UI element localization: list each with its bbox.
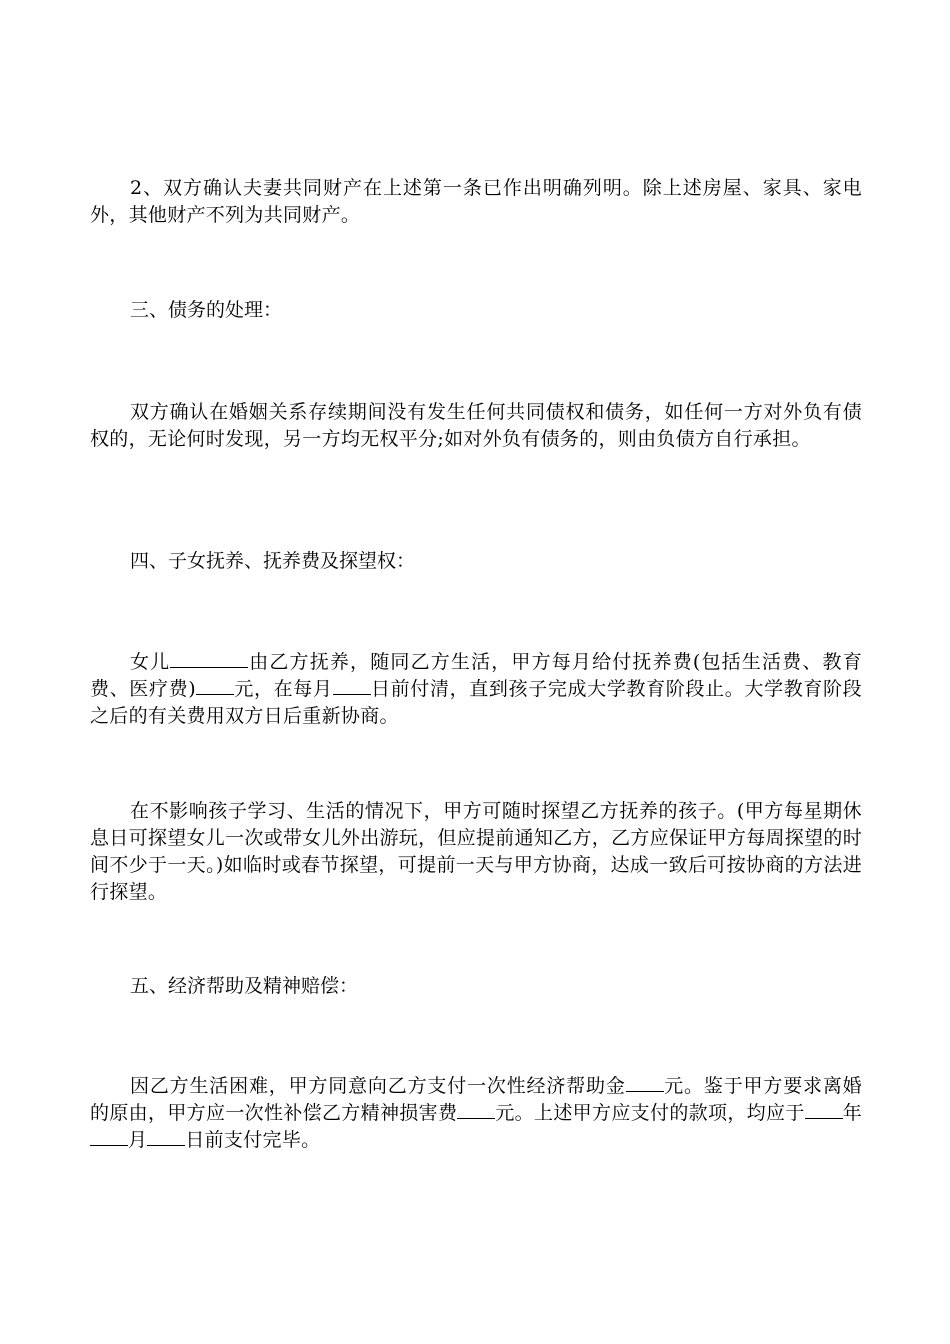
- heading-economic-assistance: 五、经济帮助及精神赔偿：: [130, 975, 359, 997]
- heading-debt-handling: 三、债务的处理：: [130, 299, 283, 321]
- text-segment: 年: [842, 1102, 862, 1124]
- blank-field: [805, 1100, 843, 1119]
- text-segment: 元，在每月: [233, 678, 333, 700]
- paragraph-joint-property: 2、双方确认夫妻共同财产在上述第一条已作出明确列明。除上述房屋、家具、家电外，其他财产不列为共同财产。: [90, 177, 862, 226]
- text-segment: 女儿: [130, 651, 171, 673]
- text-segment: 日前付清，直到孩子完成大学教育阶段止。大学教育阶段之后的有关费用双方日后重新协商。: [90, 678, 862, 727]
- blank-field: [147, 1127, 185, 1146]
- blank-field: [457, 1100, 495, 1119]
- paragraph-child-support: [90, 649, 862, 730]
- blank-field: [626, 1073, 664, 1092]
- blank-field: [196, 676, 234, 695]
- text-segment: 因乙方生活困难，甲方同意向乙方支付一次性经济帮助金: [130, 1075, 626, 1097]
- text-segment: 由乙方抚养，随同乙方生活，甲方每月给付抚养费(包括生活费、教育费、医疗费): [90, 651, 862, 700]
- heading-child-custody: 四、子女抚养、抚养费及探望权：: [130, 550, 416, 572]
- paragraph-compensation: [90, 1073, 862, 1154]
- blank-field: [90, 1127, 128, 1146]
- blank-field: [170, 649, 248, 668]
- paragraph-visitation: 在不影响孩子学习、生活的情况下，甲方可随时探望乙方抚养的孩子。(甲方每星期休息日可探望女儿一次或带女儿外出游玩，但应提前通知乙方，乙方应保证甲方每周探望的时间不少于一天。)如临时或春节探望，可提前一天与甲方协商，达成一致后可按协商的方法进行探望。: [90, 800, 863, 903]
- text-segment: 元。上述甲方应支付的款项，均应于: [495, 1102, 805, 1124]
- text-segment: 日前支付完毕。: [185, 1129, 321, 1151]
- text-segment: 元。鉴于甲方要求离婚的原由，甲方应一次性补偿乙方精神损害费: [90, 1075, 862, 1124]
- blank-field: [333, 676, 371, 695]
- paragraph-debt: 双方确认在婚姻关系存续期间没有发生任何共同债权和债务，如任何一方对外负有债权的，无论何时发现，另一方均无权平分;如对外负有债务的，则由负债方自行承担。: [90, 401, 862, 450]
- text-segment: 月: [128, 1129, 148, 1151]
